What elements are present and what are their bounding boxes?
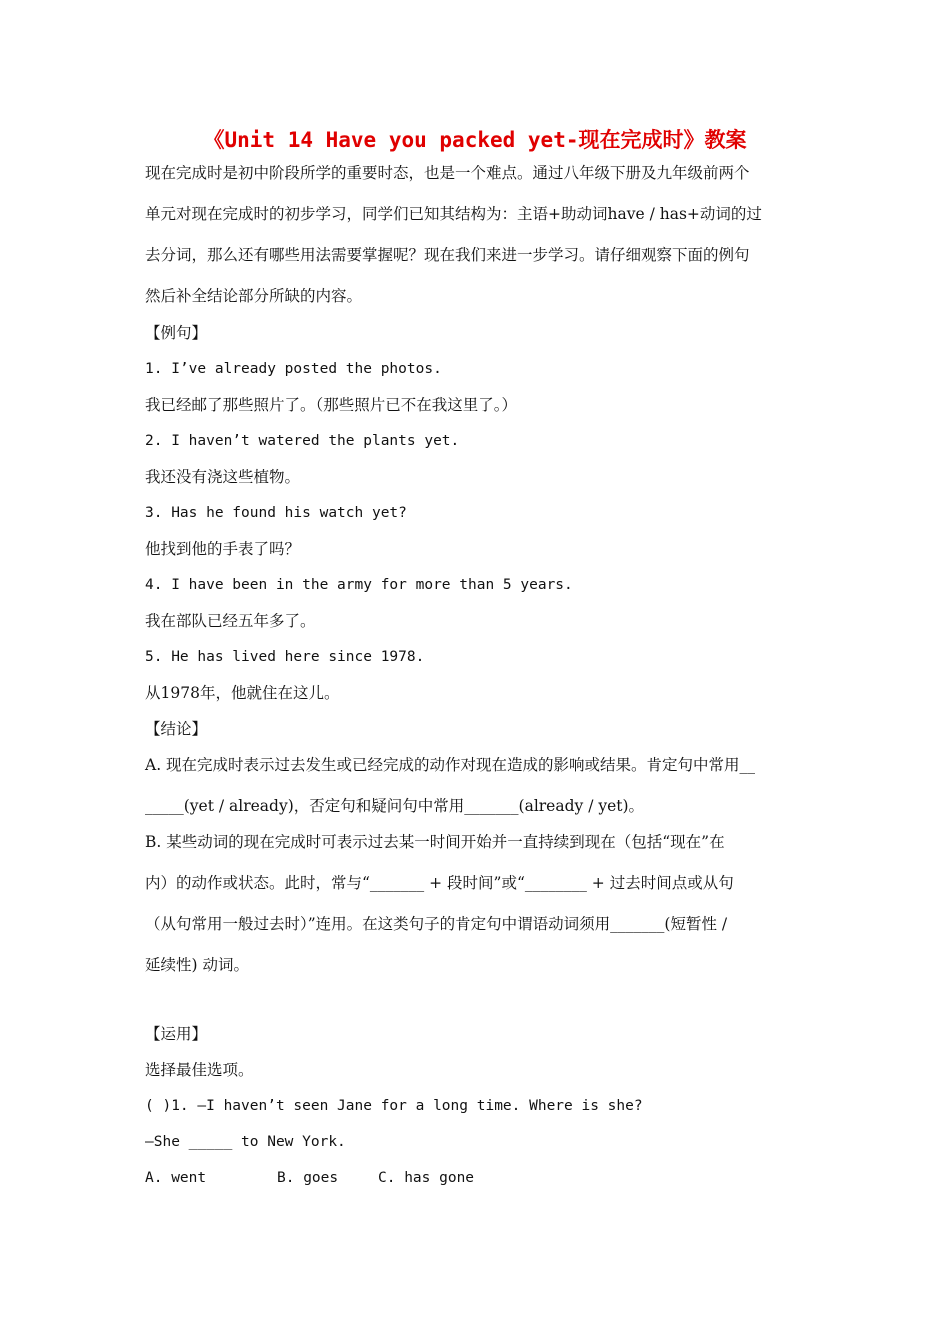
example-3-english: 3. Has he found his watch yet?: [145, 505, 407, 521]
example-2-chinese: 我还没有浇这些植物。: [145, 468, 301, 486]
example-4-english: 4. I have been in the army for more than 5 years.: [145, 577, 573, 593]
intro-line-3: 去分词，那么还有哪些用法需要掌握呢？现在我们来进一步学习。请仔细观察下面的例句: [145, 246, 750, 264]
examples-heading: 【例句】: [145, 324, 208, 342]
question-1-option-a: A. went: [145, 1170, 207, 1186]
conclusion-line-6: 延续性) 动词。: [145, 956, 249, 974]
question-1-reply: —She _____ to New York.: [145, 1134, 346, 1150]
conclusion-line-1: A. 现在完成时表示过去发生或已经完成的动作对现在造成的影响或结果。肯定句中常用__: [145, 756, 756, 774]
example-5-english: 5. He has lived here since 1978.: [145, 649, 425, 665]
intro-line-1: 现在完成时是初中阶段所学的重要时态，也是一个难点。通过八年级下册及九年级前两个: [145, 164, 750, 182]
example-1-chinese: 我已经邮了那些照片了。（那些照片已不在我这里了。）: [145, 396, 518, 414]
question-1-stem: ( )1. —I haven’t seen Jane for a long time. Where is she?: [145, 1098, 643, 1114]
practice-heading: 【运用】: [145, 1025, 208, 1043]
conclusion-line-5: （从句常用一般过去时）”连用。在这类句子的肯定句中谓语动词须用_______(短暂性 /: [145, 915, 728, 933]
conclusion-line-3: B. 某些动词的现在完成时可表示过去某一时间开始并一直持续到现在（包括“现在”在: [145, 833, 725, 851]
conclusion-heading: 【结论】: [145, 720, 208, 738]
intro-line-4: 然后补全结论部分所缺的内容。: [145, 287, 363, 305]
example-3-chinese: 他找到他的手表了吗？: [145, 540, 301, 558]
conclusion-line-4: 内）的动作或状态。此时，常与“_______ + 段时间”或“________ + 过去时间点或从句: [145, 874, 734, 892]
practice-instruction: 选择最佳选项。: [145, 1061, 254, 1079]
conclusion-line-2: _____(yet / already)，否定句和疑问句中常用_______(already / yet)。: [145, 797, 645, 815]
example-5-chinese: 从1978年，他就住在这儿。: [145, 684, 340, 702]
question-1-option-b: B. goes: [277, 1170, 339, 1186]
question-1-option-c: C. has gone: [378, 1170, 475, 1186]
example-1-english: 1. I’ve already posted the photos.: [145, 361, 442, 377]
example-4-chinese: 我在部队已经五年多了。: [145, 612, 316, 630]
intro-line-2: 单元对现在完成时的初步学习，同学们已知其结构为：主语+助动词have / has+动词的过: [145, 205, 762, 223]
document-title: 《Unit 14 Have you packed yet-现在完成时》教案: [203, 128, 747, 152]
example-2-english: 2. I haven’t watered the plants yet.: [145, 433, 460, 449]
